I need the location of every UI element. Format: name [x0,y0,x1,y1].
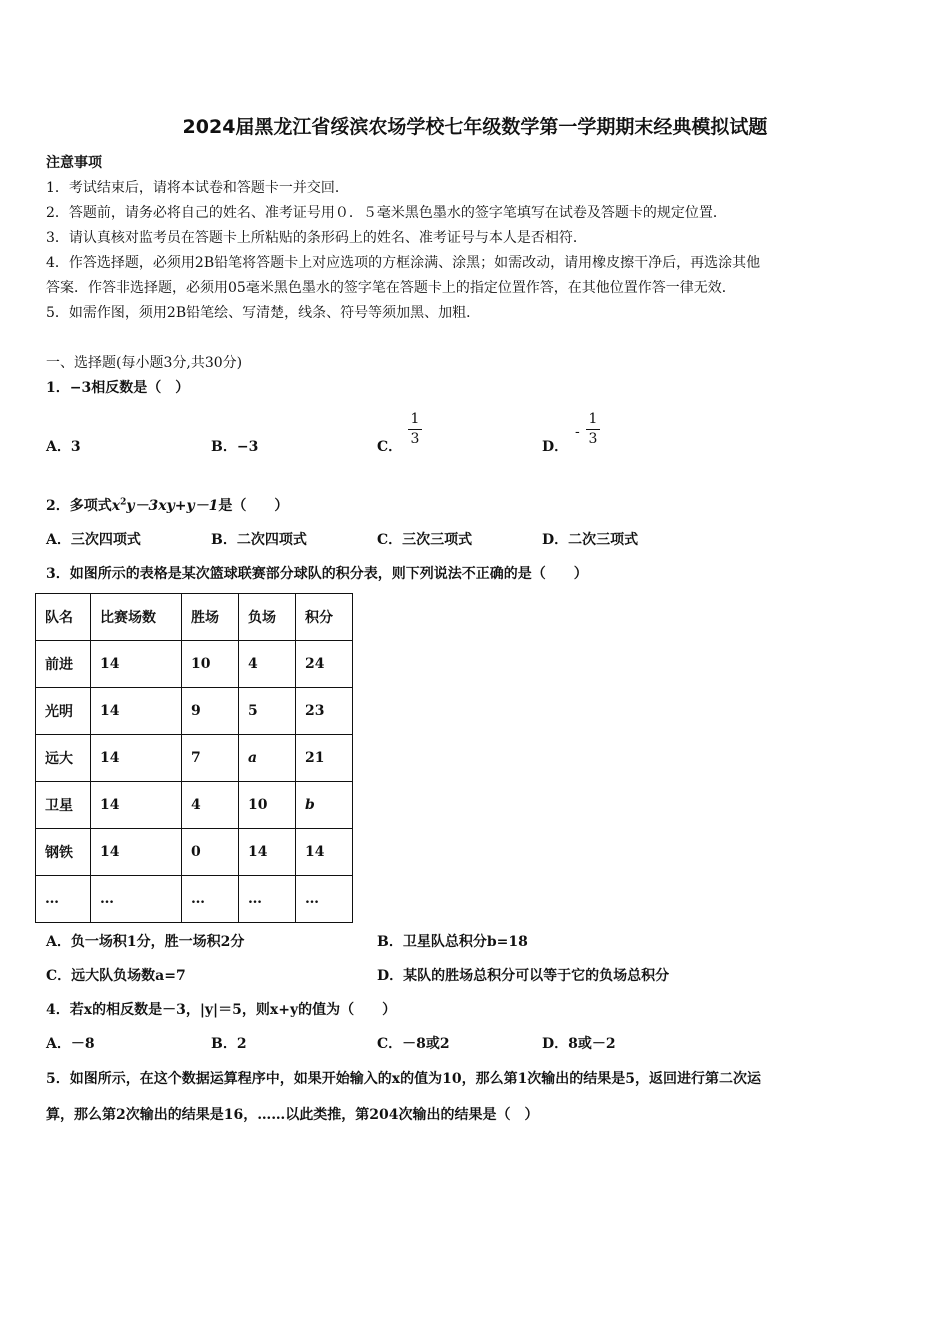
table-cell: 7 [182,735,239,782]
q2-option-c: C．三次三项式 [377,532,473,548]
table-cell: 前进 [36,641,91,688]
fraction-numerator: 1 [410,411,420,427]
table-row [36,735,353,782]
q1-option-d-fraction [586,410,600,449]
q2-option-b: B．二次四项式 [211,532,307,548]
table-header: 积分 [296,594,353,641]
q2-option-a: A．三次四项式 [46,532,141,548]
question-2-stem [46,495,288,515]
table-cell: b [296,782,353,829]
table-cell: … [91,876,182,923]
table-cell: 14 [91,829,182,876]
fraction-numerator: 1 [588,411,598,427]
q3-option-d: D．某队的胜场总积分可以等于它的负场总积分 [377,968,670,984]
q4-option-d: D．8或－2 [542,1036,616,1052]
table-header: 队名 [36,594,91,641]
notice-item: 1．考试结束后，请将本试卷和答题卡一并交回． [46,180,349,196]
table-cell: a [239,735,296,782]
q1-option-c-label: C． [377,439,403,455]
fraction-denominator: 3 [588,431,598,447]
q2-option-d: D．二次三项式 [542,532,639,548]
notice-item: 5．如需作图，须用2B铅笔绘、写清楚，线条、符号等须加黑、加粗． [46,305,481,321]
section-heading: 一、选择题(每小题3分,共30分) [46,355,243,371]
table-cell: … [182,876,239,923]
table-row [36,876,353,923]
table-cell: 4 [182,782,239,829]
table-cell: … [296,876,353,923]
notice-heading: 注意事项 [46,155,102,171]
table-header: 胜场 [182,594,239,641]
table-cell: 14 [239,829,296,876]
notice-item: 2．答题前，请务必将自己的姓名、准考证号用０．５毫米黑色墨水的签字笔填写在试卷及答题卡的规定位置． [46,205,727,221]
table-cell: 14 [91,735,182,782]
q4-option-b: B．2 [211,1036,247,1052]
table-header: 负场 [239,594,296,641]
table-row [36,829,353,876]
score-table [35,593,353,923]
table-cell: 0 [182,829,239,876]
table-cell: 14 [91,782,182,829]
q3-option-b: B．卫星队总积分b=18 [377,934,528,950]
notice-item: 3．请认真核对监考员在答题卡上所粘贴的条形码上的姓名、准考证号与本人是否相符． [46,230,587,246]
q2-var-x: x [111,498,121,514]
q2-exponent: 2 [120,497,127,508]
table-cell: 卫星 [36,782,91,829]
notice-item: 4．作答选择题，必须用2B铅笔将答题卡上对应选项的方框涂满、涂黑；如需改动，请用橡皮擦干净后，再选涂其他 [46,255,761,271]
question-4-stem: 4．若x的相反数是－3，|y|＝5，则x+y的值为（ ） [46,1002,397,1018]
q2-prefix: 2．多项式 [46,498,112,514]
table-cell: 5 [239,688,296,735]
table-row [36,641,353,688]
table-cell: 14 [91,641,182,688]
fraction-denominator: 3 [410,431,420,447]
q3-option-a: A．负一场积1分，胜一场积2分 [46,934,245,950]
table-cell: 9 [182,688,239,735]
question-3-stem: 3．如图所示的表格是某次篮球联赛部分球队的积分表，则下列说法不正确的是（ ） [46,566,588,582]
table-header: 比赛场数 [91,594,182,641]
q4-option-a: A．－8 [46,1036,95,1052]
table-cell: 光明 [36,688,91,735]
question-5-line-2: 算，那么第2次输出的结果是16，……以此类推，第204次输出的结果是（ ） [46,1107,539,1123]
notice-item: 答案．作答非选择题，必须用05毫米黑色墨水的签字笔在答题卡上的指定位置作答，在其他位置作答一律无效． [46,280,736,296]
q4-option-c: C．－8或2 [377,1036,450,1052]
q3-option-c: C．远大队负场数a=7 [46,968,186,984]
q1-option-b: B．−3 [211,439,259,455]
table-cell: 14 [296,829,353,876]
table-header-row [36,594,353,641]
question-1-stem: 1．−3相反数是（ ） [46,380,190,396]
q1-option-a: A．3 [46,439,81,455]
table-cell: 23 [296,688,353,735]
question-5-line-1: 5．如图所示，在这个数据运算程序中，如果开始输入的x的值为10，那么第1次输出的结果是5，返回进行第二次运 [46,1071,762,1087]
q1-option-d-sign: - [575,424,580,440]
table-cell: 21 [296,735,353,782]
table-cell: 钢铁 [36,829,91,876]
q2-expression: y－3xy+y－1 [126,498,219,514]
table-cell: … [36,876,91,923]
table-row [36,782,353,829]
table-cell: 10 [182,641,239,688]
table-cell: … [239,876,296,923]
table-cell: 14 [91,688,182,735]
q2-suffix: 是（ ） [218,498,289,514]
table-cell: 4 [239,641,296,688]
q1-option-d-label: D． [542,439,569,455]
q1-option-c-fraction [408,410,422,449]
table-cell: 远大 [36,735,91,782]
table-row [36,688,353,735]
table-cell: 10 [239,782,296,829]
page-title: 2024届黑龙江省绥滨农场学校七年级数学第一学期期末经典模拟试题 [182,116,768,138]
table-cell: 24 [296,641,353,688]
